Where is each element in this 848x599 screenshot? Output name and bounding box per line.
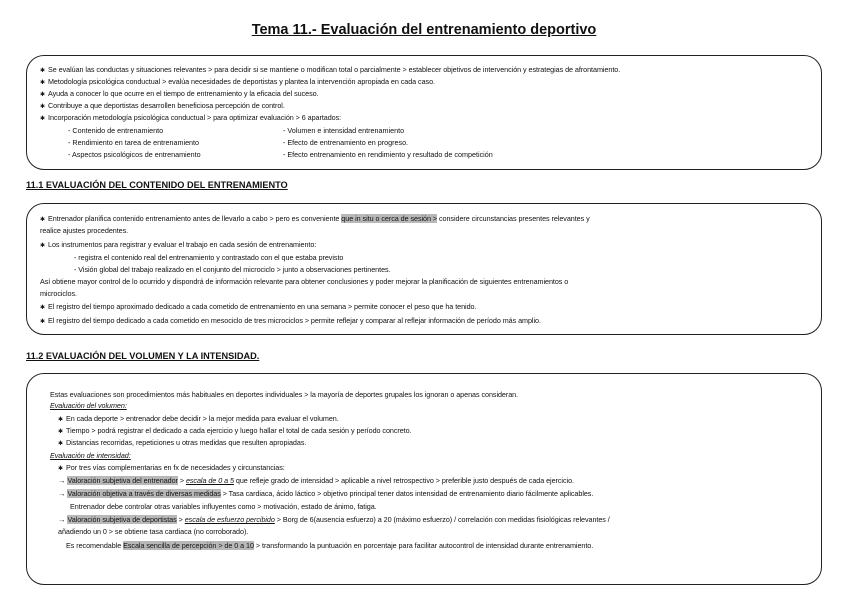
s1-bullet-1-cont: realice ajustes procedentes. [40,226,129,235]
s1-bullet-1: ✱ Entrenador planifica contenido entrenamiento antes de llevarlo a cabo > pero es conveniente que in situ o cerca de sesión > considere circunstancias presentes relevantes y [40,214,590,223]
s1-sub-item: - Visión global del trabajo realizado en el conjunto del microciclo > junto a observaciones pertinentes. [74,265,391,274]
intensity-item-2: → Valoración objetiva a través de diversas medidas > Tasa cardiaca, ácido láctico > objetivo principal tener datos intensidad de entrenamiento diario fácilmente aplicables. [58,489,594,498]
intro-bullet-3: ✱ Ayuda a conocer lo que ocurre en el tiempo de entrenamiento y la eficacia del suceso. [40,89,319,98]
s1-bullet-4: ✱ El registro del tiempo dedicado a cada cometido en mesociclo de tres microciclos > permite reflejar y comparar al reflejar información de período más amplio. [40,316,541,325]
volume-bullet: ✱ Tiempo > podrá registrar el dedicado a cada ejercicio y luego hallar el total de cada sesión y período concreto. [58,426,412,435]
s2-intro: Estas evaluaciones son procedimientos más habituales en deportes individuales > la mayoría de deportes grupales los ignoran o apenas consideran. [50,390,519,399]
arrow-right-icon: → [58,476,68,485]
arrow-right-icon: → [58,515,68,524]
intro-bullet-1: ✱ Se evalúan las conductas y situaciones relevantes > para decidir si se mantiene o modifican total o parcialmente > establecer objetivos de intervención y estrategias de afrontamiento. [40,65,621,74]
intro-bullet-4: ✱ Contribuye a que deportistas desarrollen beneficiosa percepción de control. [40,101,285,110]
intensity-item-3: → Valoración subjetiva de deportistas > escala de esfuerzo percibido > Borg de 6(ausencia esfuerzo) a 20 (máximo esfuerzo) / correlación con medidas fisiológicas relevantes / [58,515,610,524]
intensity-bullet: ✱ Por tres vías complementarias en fx de necesidades y circunstancias: [58,463,285,472]
section-1-heading: 11.1 EVALUACIÓN DEL CONTENIDO DEL ENTRENAMIENTO [26,180,288,190]
intensity-item-3-cont: añadiendo un 0 > se obtiene tasa cardiaca (no corroborado). [58,527,249,536]
s1-paragraph: Así obtiene mayor control de lo ocurrido y dispondrá de información relevante para obtener conclusiones y poder mejorar la planificación de siguientes entrenamientos o [40,277,569,286]
intro-left-item: - Contenido de entrenamiento [68,126,164,135]
intensity-title: Evaluación de intensidad: [50,451,131,460]
s1-bullet-2: ✱ Los instrumentos para registrar y evaluar el trabajo en cada sesión de entrenamiento: [40,240,317,249]
s1-bullet-3: ✱ El registro del tiempo aproximado dedicado a cada cometido de entrenamiento en una semana > permite conocer el peso que ha tenido. [40,302,477,311]
section-2-heading: 11.2 EVALUACIÓN DEL VOLUMEN Y LA INTENSIDAD. [26,351,260,361]
intensity-item-2-cont: Entrenador debe controlar otras variables influyentes como > motivación, estado de ánimo, fatiga. [70,502,377,511]
intro-bullet-5: ✱ Incorporación metodología psicológica conductual > para optimizar evaluación > 6 apartados: [40,113,342,122]
intro-bullet-2: ✱ Metodología psicológica conductual > evalúa necesidades de deportistas y plantea la intervención apropiada en cada caso. [40,77,435,86]
intro-right-item: - Efecto de entrenamiento en progreso. [283,138,409,147]
volume-title: Evaluación del volumen: [50,401,127,410]
intro-right-item: - Volumen e intensidad entrenamiento [283,126,405,135]
recommendation: Es recomendable Escala sencilla de percepción > de 0 a 10 > transformando la puntuación en porcentaje para facilitar autocontrol de intensidad durante entrenamiento. [66,541,594,550]
s1-highlight: que in situ o cerca de sesión > [341,214,438,223]
arrow-right-icon: → [58,489,68,498]
volume-bullet: ✱ Distancias recorridas, repeticiones u otras medidas que resulten apropiadas. [58,438,307,447]
volume-bullet: ✱ En cada deporte > entrenador debe decidir > la mejor medida para evaluar el volumen. [58,414,339,423]
page-title: Tema 11.- Evaluación del entrenamiento deportivo [251,22,597,38]
s1-sub-item: - registra el contenido real del entrenamiento y contrastado con el que estaba previsto [74,253,344,262]
intro-left-item: - Rendimiento en tarea de entrenamiento [68,138,200,147]
intro-left-item: - Aspectos psicológicos de entrenamiento [68,150,201,159]
intro-right-item: - Efecto entrenamiento en rendimiento y resultado de competición [283,150,493,159]
intensity-item-1: → Valoración subjetiva del entrenador > escala de 0 a 5 que refleje grado de intensidad > aplicable a nivel retrospectivo > preferible justo después de cada ejercicio. [58,476,574,485]
s1-paragraph-cont: microciclos. [40,289,77,298]
